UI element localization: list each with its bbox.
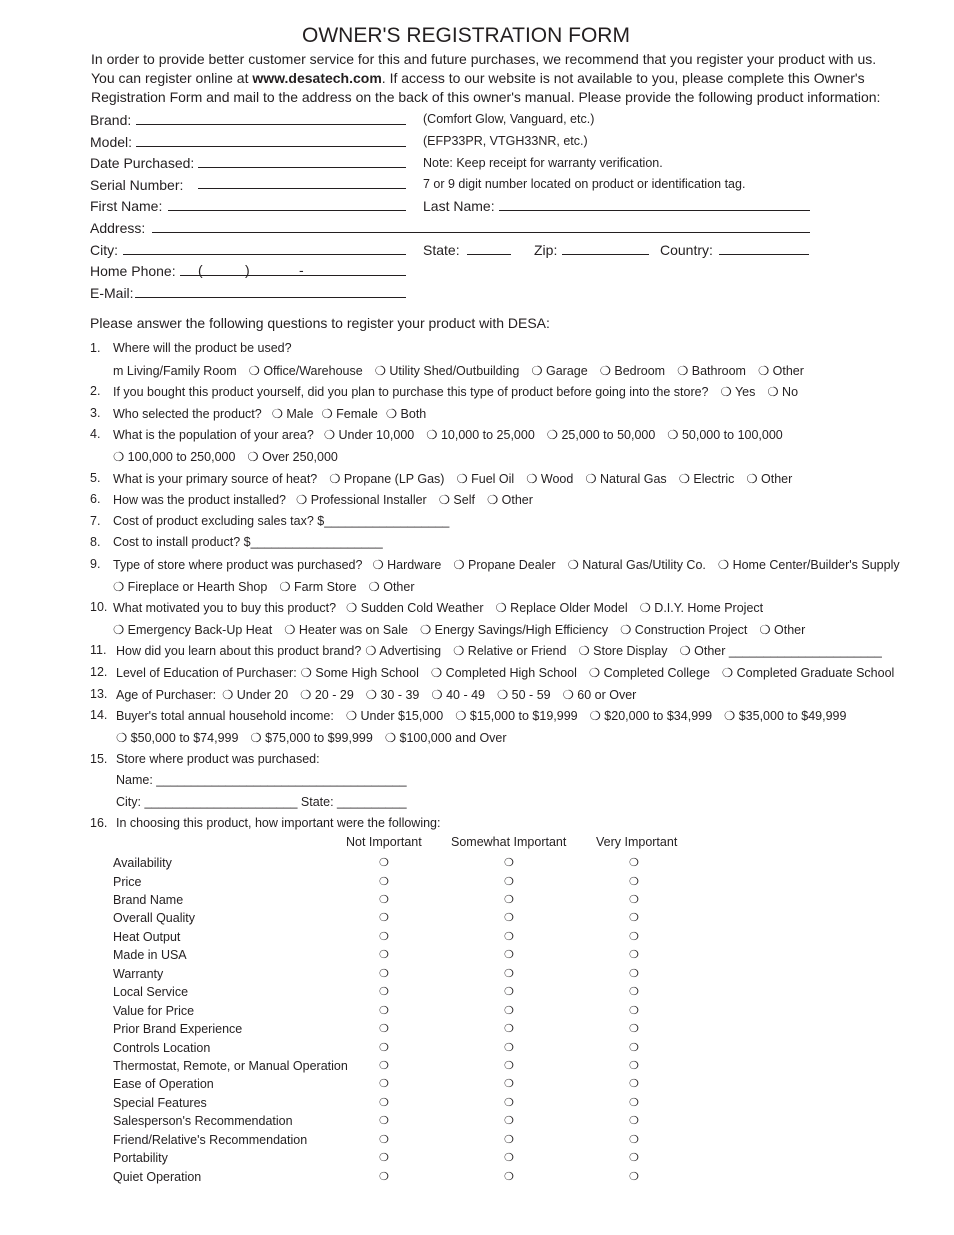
importance-radio[interactable]: ❍ (379, 1151, 389, 1165)
q10-option[interactable]: ❍ Replace Older Model (495, 601, 628, 615)
model-label: Model: (90, 134, 133, 150)
importance-row-label: Ease of Operation (113, 1077, 214, 1092)
importance-row-label: Made in USA (113, 948, 187, 963)
q9-option[interactable]: ❍ Fireplace or Hearth Shop (113, 580, 268, 594)
importance-radio[interactable]: ❍ (629, 1151, 639, 1165)
q12-line (116, 665, 906, 680)
q3-text: Who selected the product? (113, 407, 262, 421)
q12-option[interactable]: ❍ Completed High School (430, 666, 577, 680)
q14-option[interactable]: ❍ Under $15,000 (345, 709, 444, 723)
importance-radio[interactable]: ❍ (504, 1003, 514, 1017)
q9-option[interactable]: ❍ Hardware (372, 558, 442, 572)
importance-radio[interactable]: ❍ (504, 911, 514, 925)
importance-radio[interactable]: ❍ (504, 874, 514, 888)
city-label: City: (90, 242, 118, 258)
q1-option[interactable]: ❍ Utility Shed/Outbuilding (374, 364, 520, 378)
state-label: State: (423, 242, 460, 258)
q11-option[interactable]: ❍ Relative or Friend (453, 644, 567, 658)
brand-label: Brand: (90, 112, 132, 128)
address-field[interactable] (152, 232, 810, 233)
q14-option[interactable]: ❍ $50,000 to $74,999 (116, 731, 239, 745)
intro-text: . If access to our website is not available to you, please complete this Owner's (381, 70, 865, 86)
q9-option[interactable]: ❍ Farm Store (279, 580, 357, 594)
q10-line (113, 600, 775, 615)
importance-radio[interactable]: ❍ (379, 948, 389, 962)
importance-radio[interactable]: ❍ (629, 911, 639, 925)
importance-radio[interactable]: ❍ (379, 1114, 389, 1128)
q5-option[interactable]: ❍ Wood (526, 472, 574, 486)
importance-radio[interactable]: ❍ (504, 1169, 514, 1183)
q10-option[interactable]: ❍ Other (759, 623, 806, 637)
serial-number-field[interactable] (198, 188, 406, 189)
q1-options (113, 363, 816, 378)
q4-option[interactable]: ❍ 10,000 to 25,000 (426, 428, 535, 442)
importance-row-label: Controls Location (113, 1040, 211, 1055)
q11-text: How did you learn about this product brand? (116, 644, 362, 658)
q1-option[interactable]: ❍ Bedroom (599, 364, 666, 378)
phone-paren-open: ( (198, 262, 203, 278)
importance-radio[interactable]: ❍ (629, 1077, 639, 1091)
q15-name-field[interactable]: Name: ____________________________________ (116, 773, 407, 787)
q10-option[interactable]: ❍ Sudden Cold Weather (346, 601, 484, 615)
q11-option[interactable]: ❍ Store Display (578, 644, 668, 658)
zip-field[interactable] (562, 254, 649, 255)
importance-radio[interactable]: ❍ (504, 1151, 514, 1165)
importance-radio[interactable]: ❍ (379, 1003, 389, 1017)
q2-text: If you bought this product yourself, did you plan to purchase this type of product before going into the store? (113, 385, 709, 399)
q9-number: 9. (90, 557, 101, 571)
importance-radio[interactable]: ❍ (379, 856, 389, 869)
q14-option[interactable]: ❍ $15,000 to $19,999 (455, 709, 578, 723)
importance-radio[interactable]: ❍ (379, 1132, 389, 1146)
column-somewhat-important: Somewhat Important (451, 835, 567, 849)
questions-intro: Please answer the following questions to register your product with DESA: (90, 315, 550, 331)
importance-row-label: Warranty (113, 966, 164, 981)
importance-row-label: Brand Name (113, 892, 184, 907)
q7-number: 7. (90, 514, 101, 528)
q15-city-state-field[interactable]: City: ______________________ State: __________ (116, 795, 407, 809)
q4-option[interactable]: ❍ 50,000 to 100,000 (667, 428, 783, 442)
q1-option[interactable]: ❍ Office/Warehouse (248, 364, 363, 378)
q2-line (113, 384, 810, 399)
q12-number: 12. (90, 665, 108, 679)
q14-option[interactable]: ❍ $100,000 and Over (384, 731, 507, 745)
importance-radio[interactable]: ❍ (629, 929, 639, 943)
importance-radio[interactable]: ❍ (504, 892, 514, 906)
importance-row-label: Friend/Relative's Recommendation (113, 1132, 308, 1147)
q2-option[interactable]: ❍ Yes (720, 385, 756, 399)
importance-radio[interactable]: ❍ (379, 1095, 389, 1109)
intro-line-2 (91, 70, 865, 86)
importance-radio[interactable]: ❍ (379, 1059, 389, 1072)
q5-option[interactable]: ❍ Propane (LP Gas) (329, 472, 445, 486)
q10-option[interactable]: ❍ Emergency Back-Up Heat (113, 623, 273, 637)
q4-text: What is the population of your area? (113, 428, 314, 442)
importance-radio[interactable]: ❍ (629, 874, 639, 888)
importance-radio[interactable]: ❍ (379, 1169, 389, 1183)
q4-line (113, 427, 795, 442)
q10-option[interactable]: ❍ D.I.Y. Home Project (639, 601, 764, 615)
q13-option[interactable]: ❍ 40 - 49 (431, 688, 485, 702)
column-very-important: Very Important (596, 835, 678, 849)
importance-radio[interactable]: ❍ (629, 1169, 639, 1183)
q11-option[interactable]: ❍ Other ______________________ (679, 644, 882, 658)
importance-row-label: Thermostat, Remote, or Manual Operation (113, 1059, 348, 1073)
importance-radio[interactable]: ❍ (504, 966, 514, 980)
importance-radio[interactable]: ❍ (504, 856, 514, 869)
q11-line (116, 643, 894, 658)
q14-option[interactable]: ❍ $20,000 to $34,999 (589, 709, 713, 723)
serial-number-label: Serial Number: (90, 177, 184, 193)
q5-option[interactable]: ❍ Electric (678, 472, 735, 486)
q10-number: 10. (90, 600, 108, 614)
importance-radio[interactable]: ❍ (629, 1114, 639, 1128)
q3-option[interactable]: ❍ Male (271, 407, 314, 421)
importance-radio[interactable]: ❍ (629, 966, 639, 980)
importance-radio[interactable]: ❍ (504, 985, 514, 999)
importance-radio[interactable]: ❍ (629, 948, 639, 962)
q15-number: 15. (90, 752, 108, 766)
q5-line (113, 471, 804, 486)
importance-radio[interactable]: ❍ (504, 1132, 514, 1146)
q6-text: How was the product installed? (113, 493, 287, 507)
importance-radio[interactable]: ❍ (629, 1040, 639, 1054)
q1-option[interactable]: m Living/Family Room (113, 364, 237, 378)
q12-option[interactable]: ❍ Completed College (588, 666, 710, 680)
model-field[interactable] (136, 146, 406, 147)
intro-line-3: Registration Form and mail to the address on the back of this owner's manual. Please provide the following product information: (91, 89, 881, 105)
importance-radio[interactable]: ❍ (379, 892, 389, 906)
importance-row-label: Heat Output (113, 929, 181, 944)
importance-radio[interactable]: ❍ (504, 948, 514, 962)
importance-row-label: Availability (113, 856, 172, 870)
q13-option[interactable]: ❍ Under 20 (222, 688, 289, 702)
website-link[interactable]: www.desatech.com (252, 70, 382, 86)
email-field[interactable] (135, 297, 406, 298)
q3-option[interactable]: ❍ Both (385, 407, 427, 421)
state-field[interactable] (467, 254, 511, 255)
city-field[interactable] (123, 254, 406, 255)
q1-option[interactable]: ❍ Bathroom (677, 364, 746, 378)
country-label: Country: (660, 242, 713, 258)
last-name-field[interactable] (499, 210, 810, 211)
q6-option[interactable]: ❍ Professional Installer (296, 493, 427, 507)
q4-option[interactable]: ❍ Over 250,000 (247, 450, 338, 464)
q4-number: 4. (90, 427, 101, 441)
q3-line (113, 406, 438, 421)
address-label: Address: (90, 220, 146, 236)
q12-option[interactable]: ❍ Some High School (300, 666, 419, 680)
q5-option[interactable]: ❍ Natural Gas (585, 472, 667, 486)
q14-text: Buyer's total annual household income: (116, 709, 334, 723)
q14-line (116, 708, 858, 723)
q13-option[interactable]: ❍ 30 - 39 (365, 688, 420, 702)
q9-option[interactable]: ❍ Natural Gas/Utility Co. (567, 558, 706, 572)
q11-option[interactable]: ❍ Advertising (365, 644, 442, 658)
q13-text: Age of Purchaser: (116, 688, 217, 702)
q6-option[interactable]: ❍ Other (486, 493, 533, 507)
q11-number: 11. (90, 643, 107, 657)
q2-number: 2. (90, 384, 101, 398)
q13-option[interactable]: ❍ 20 - 29 (300, 688, 354, 702)
q4-option[interactable]: ❍ 25,000 to 50,000 (546, 428, 656, 442)
q13-line (116, 687, 648, 702)
q9-option[interactable]: ❍ Home Center/Builder's Supply (717, 558, 900, 572)
importance-radio[interactable]: ❍ (504, 1059, 514, 1072)
q9-options-2 (113, 579, 427, 594)
q13-number: 13. (90, 687, 108, 701)
q10-option[interactable]: ❍ Construction Project (620, 623, 748, 637)
zip-label: Zip: (534, 242, 558, 258)
brand-note: (Comfort Glow, Vanguard, etc.) (423, 112, 595, 126)
importance-radio[interactable]: ❍ (379, 985, 389, 999)
q1-option[interactable]: ❍ Other (757, 364, 804, 378)
importance-radio[interactable]: ❍ (379, 911, 389, 925)
importance-radio[interactable]: ❍ (504, 1022, 514, 1035)
column-not-important: Not Important (346, 835, 422, 849)
q14-option[interactable]: ❍ $75,000 to $99,999 (250, 731, 373, 745)
importance-row-label: Value for Price (113, 1003, 195, 1018)
importance-radio[interactable]: ❍ (629, 892, 639, 906)
serial-note: 7 or 9 digit number located on product or identification tag. (423, 177, 746, 191)
importance-radio[interactable]: ❍ (629, 1095, 639, 1109)
q15-text: Store where product was purchased: (116, 752, 320, 766)
q3-option[interactable]: ❍ Female (321, 407, 378, 421)
q6-line (113, 492, 545, 507)
importance-radio[interactable]: ❍ (629, 1022, 639, 1035)
q9-line (113, 557, 900, 572)
q3-number: 3. (90, 406, 101, 420)
importance-radio[interactable]: ❍ (379, 929, 389, 943)
q12-text: Level of Education of Purchaser: (116, 666, 297, 680)
first-name-label: First Name: (90, 198, 163, 214)
importance-radio[interactable]: ❍ (629, 1003, 639, 1017)
importance-row-label: Quiet Operation (113, 1169, 202, 1184)
q9-text: Type of store where product was purchased? (113, 558, 363, 572)
q6-number: 6. (90, 492, 101, 506)
importance-radio[interactable]: ❍ (504, 1077, 514, 1091)
importance-row-label: Portability (113, 1151, 168, 1166)
q10-option[interactable]: ❍ Energy Savings/High Efficiency (419, 623, 609, 637)
date-purchased-field[interactable] (198, 167, 406, 168)
q5-option[interactable]: ❍ Other (746, 472, 793, 486)
q4-option[interactable]: ❍ 100,000 to 250,000 (113, 450, 236, 464)
q8-number: 8. (90, 535, 101, 549)
importance-radio[interactable]: ❍ (504, 1114, 514, 1128)
q8-text[interactable]: Cost to install product? $___________________ (113, 535, 383, 549)
q16-text: In choosing this product, how important were the following: (116, 816, 441, 830)
country-field[interactable] (719, 254, 809, 255)
importance-row-label: Prior Brand Experience (113, 1022, 243, 1036)
importance-row-label: Overall Quality (113, 911, 195, 926)
q1-text: Where will the product be used? (113, 341, 292, 355)
q12-option[interactable]: ❍ Completed Graduate School (721, 666, 895, 680)
importance-radio[interactable]: ❍ (379, 966, 389, 980)
home-phone-label: Home Phone: (90, 263, 176, 279)
q7-text[interactable]: Cost of product excluding sales tax? $__________________ (113, 514, 450, 528)
q10-text: What motivated you to buy this product? (113, 601, 337, 615)
importance-radio[interactable]: ❍ (504, 929, 514, 943)
importance-radio[interactable]: ❍ (504, 1095, 514, 1109)
q14-option[interactable]: ❍ $35,000 to $49,999 (724, 709, 847, 723)
q9-option[interactable]: ❍ Propane Dealer (453, 558, 556, 572)
q13-option[interactable]: ❍ 60 or Over (562, 688, 637, 702)
q16-number: 16. (90, 816, 108, 830)
page-title: OWNER'S REGISTRATION FORM (302, 24, 630, 47)
phone-paren-close: ) (245, 262, 250, 278)
importance-radio[interactable]: ❍ (504, 1040, 514, 1054)
importance-row-label: Price (113, 874, 142, 889)
q14-options-2 (116, 730, 519, 745)
q9-option[interactable]: ❍ Other (368, 580, 415, 594)
phone-dash: - (299, 262, 304, 278)
importance-row-label: Salesperson's Recommendation (113, 1114, 293, 1129)
importance-radio[interactable]: ❍ (629, 1059, 639, 1072)
q10-option[interactable]: ❍ Heater was on Sale (284, 623, 408, 637)
email-label: E-Mail: (90, 285, 134, 301)
intro-text: You can register online at (91, 70, 253, 86)
importance-row-label: Special Features (113, 1095, 207, 1110)
importance-radio[interactable]: ❍ (379, 874, 389, 888)
home-phone-field[interactable] (180, 275, 406, 276)
importance-radio[interactable]: ❍ (379, 1040, 389, 1054)
q13-option[interactable]: ❍ 50 - 59 (497, 688, 551, 702)
q4-options-2 (113, 449, 350, 464)
q14-number: 14. (90, 708, 108, 722)
q5-text: What is your primary source of heat? (113, 472, 318, 486)
q4-option[interactable]: ❍ Under 10,000 (323, 428, 415, 442)
q5-option[interactable]: ❍ Fuel Oil (456, 472, 515, 486)
q6-option[interactable]: ❍ Self (438, 493, 475, 507)
q5-number: 5. (90, 471, 101, 485)
importance-radio[interactable]: ❍ (379, 1077, 389, 1091)
q10-options-2 (113, 622, 817, 637)
q1-option[interactable]: ❍ Garage (531, 364, 588, 378)
importance-radio[interactable]: ❍ (629, 985, 639, 999)
q1-number: 1. (90, 341, 101, 355)
brand-field[interactable] (136, 124, 406, 125)
date-note: Note: Keep receipt for warranty verification. (423, 156, 663, 170)
last-name-label: Last Name: (423, 198, 495, 214)
importance-radio[interactable]: ❍ (629, 1132, 639, 1146)
q2-option[interactable]: ❍ No (767, 385, 799, 399)
intro-line-1: In order to provide better customer service for this and future purchases, we recommend that you register your product with us. (91, 51, 877, 67)
date-purchased-label: Date Purchased: (90, 155, 195, 171)
importance-radio[interactable]: ❍ (379, 1022, 389, 1035)
importance-radio[interactable]: ❍ (629, 856, 639, 869)
model-note: (EFP33PR, VTGH33NR, etc.) (423, 134, 588, 148)
first-name-field[interactable] (168, 210, 406, 211)
importance-row-label: Local Service (113, 985, 189, 1000)
